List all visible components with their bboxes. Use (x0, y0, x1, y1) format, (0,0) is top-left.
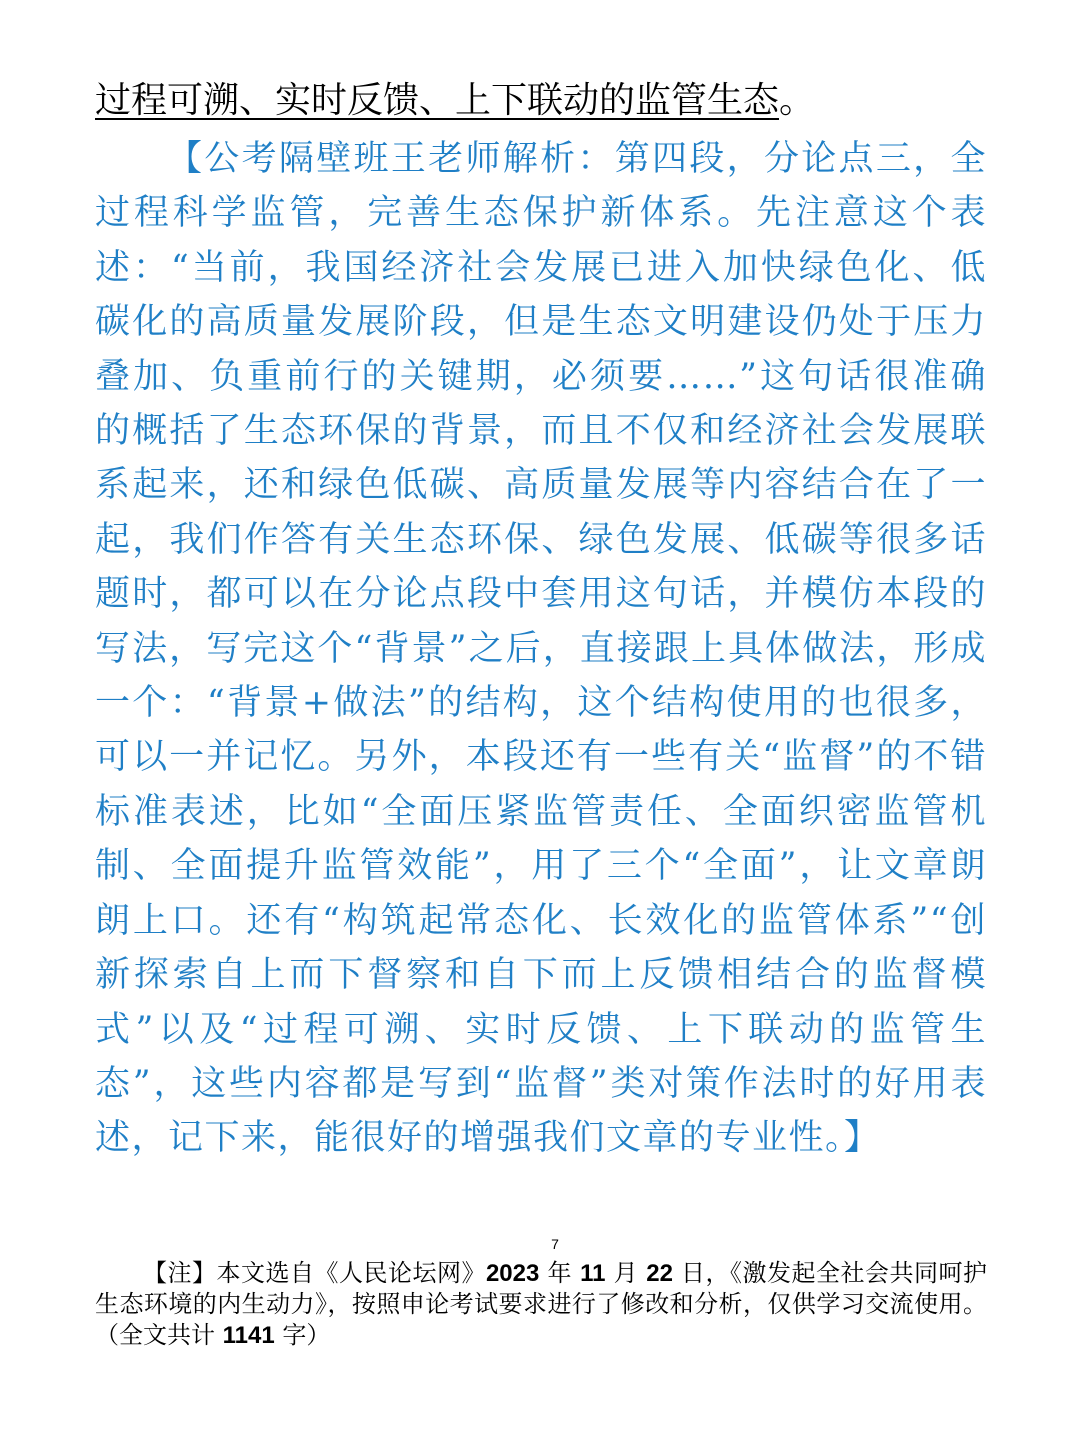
note-word-count: 1141 (222, 1322, 275, 1349)
note-text-5: 字） (274, 1321, 331, 1349)
note-year: 2023 (485, 1260, 540, 1287)
note-month: 11 (580, 1260, 606, 1287)
page-number: 7 (551, 1236, 559, 1252)
underlined-phrase: 过程可溯、实时反馈、上下联动的监管生态 (95, 80, 780, 121)
line-end-punctuation: 。 (779, 80, 816, 121)
note-day: 22 (646, 1260, 673, 1287)
note-text-4: 日，《激发起全社会共同呵护生态环境的内生动力》，按照申论考试要求进行了修改和分析，仅供学习交流使用。（全文共计 (95, 1259, 987, 1349)
source-note (95, 1258, 987, 1351)
note-text-1: 【注】本文选自《人民论坛网》 (143, 1259, 486, 1287)
body-text-line (95, 74, 995, 128)
note-text-2: 年 (539, 1259, 581, 1287)
teacher-analysis-paragraph: 【公考隔壁班王老师解析：第四段，分论点三，全过程科学监管，完善生态保护新体系。先注意这个表述：“当前，我国经济社会发展已进入加快绿色化、低碳化的高质量发展阶段，但是生态文明建设仍处于压力叠加、负重前行的关键期，必须要……”这句话很准确的概括了生态环保的背景，而且不仅和经济社会发展联系起来，还和绿色低碳、高质量发展等内容结合在了一起，我们作答有关生态环保、绿色发展、低碳等很多话题时，都可以在分论点段中套用这句话，并模仿本段的写法，写完这个“背景”之后，直接跟上具体做法，形成一个：“背景+做法”的结构，这个结构使用的也很多，可以一并记忆。另外，本段还有一些有关“监督”的不错标准表述，比如“全面压紧监管责任、全面织密监管机制、全面提升监管效能”，用了三个“全面”，让文章朗朗上口。还有“构筑起常态化、长效化的监管体系”“创新探索自上而下督察和自下而上反馈相结合的监督模式”以及“过程可溯、实时反馈、上下联动的监管生态”，这些内容都是写到“监督”类对策作法时的好用表述，记下来，能很好的增强我们文章的专业性。】 (95, 139, 987, 1159)
note-text-3: 月 (605, 1259, 647, 1287)
